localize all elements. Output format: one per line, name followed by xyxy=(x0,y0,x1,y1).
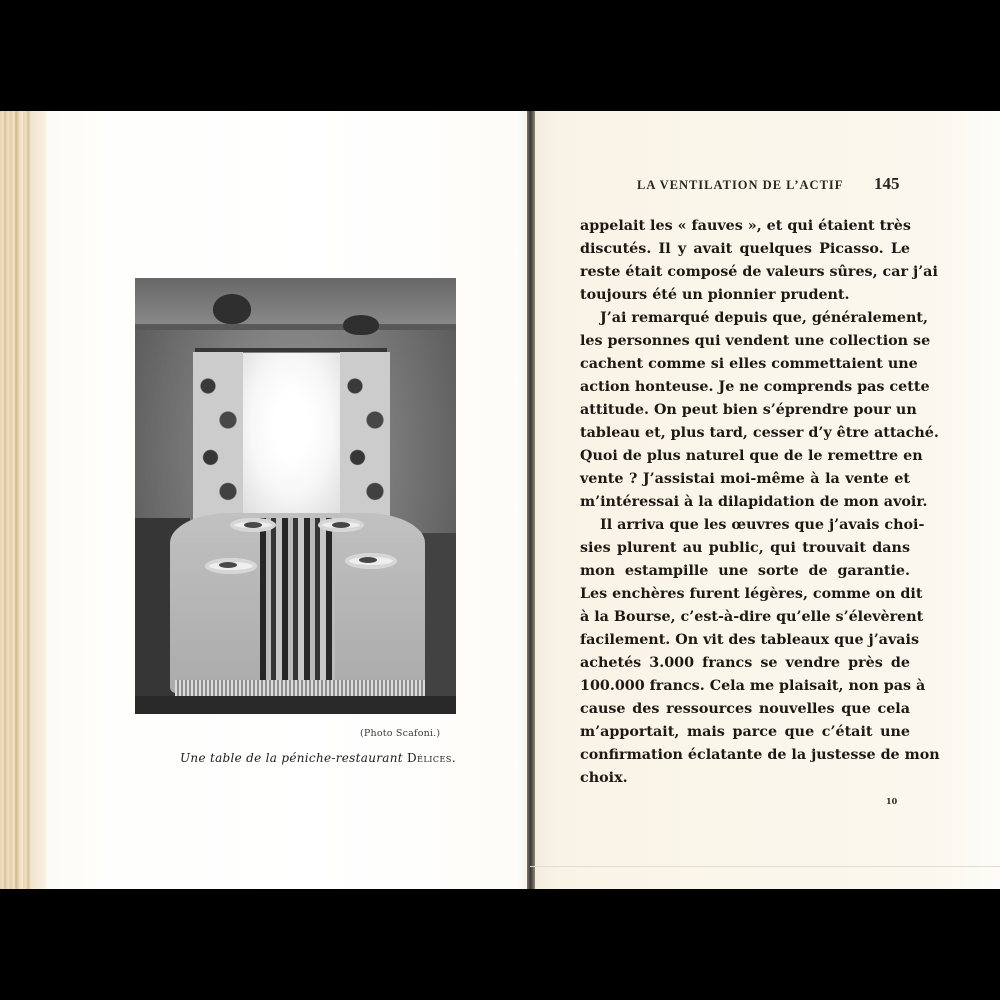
plate xyxy=(318,518,364,532)
text-line: J’ai remarqué depuis que, généralement, xyxy=(600,310,928,326)
caption-text: Une table de la péniche-restaurant xyxy=(180,751,403,765)
text-line: sies plurent au public, qui trouvait dans xyxy=(580,540,910,556)
text-line: Quoi de plus naturel que de le remettre en xyxy=(580,448,923,464)
curtain-left xyxy=(193,352,243,522)
text-line: attitude. On peut bien s’éprendre pour un xyxy=(580,402,917,418)
left-page xyxy=(0,111,530,889)
top-black-band xyxy=(0,0,1000,111)
text-line: cachent comme si elles commettaient une xyxy=(580,356,918,372)
text-line: Les enchères furent légères, comme on dit xyxy=(580,586,923,602)
book-spread xyxy=(0,111,1000,889)
tablecloth-fringe xyxy=(175,680,425,696)
text-line: cause des ressources nouvelles que cela xyxy=(580,701,910,717)
dining-table-photo xyxy=(135,278,456,714)
plate xyxy=(230,518,276,532)
text-line: appelait les « fauves », et qui étaient très xyxy=(580,218,911,234)
text-line: toujours été un pionnier prudent. xyxy=(580,287,850,303)
caption-restaurant-name: Délices xyxy=(407,751,452,765)
text-line: discutés. Il y avait quelques Picasso. Le xyxy=(580,241,910,257)
text-line: achetés 3.000 francs se vendre près de xyxy=(580,655,910,671)
text-line: confirmation éclatante de la justesse de mon xyxy=(580,747,940,763)
signature-mark: 10 xyxy=(886,796,898,806)
photo-ceiling xyxy=(135,278,456,326)
plate xyxy=(345,553,397,569)
photo-caption xyxy=(180,751,456,765)
text-line: choix. xyxy=(580,770,628,786)
plate xyxy=(205,558,257,574)
running-head: LA VENTILATION DE L’ACTIF xyxy=(637,178,844,192)
text-line: action honteuse. Je ne comprends pas cette xyxy=(580,379,930,395)
food xyxy=(332,522,350,528)
photo-window xyxy=(239,353,344,513)
ceiling-lamp-icon xyxy=(213,294,251,324)
photo-floor xyxy=(135,696,456,714)
text-line: m’apportait, mais parce que c’était une xyxy=(580,724,910,740)
food xyxy=(359,557,377,563)
caption-period: . xyxy=(451,751,456,765)
text-line: 100.000 francs. Cela me plaisait, non pas à xyxy=(580,678,926,694)
food xyxy=(244,522,262,528)
text-line: vente ? J’assistai moi-même à la vente et xyxy=(580,471,910,487)
book-spine-shadow xyxy=(527,111,535,889)
text-line: m’intéressai à la dilapidation de mon avoir. xyxy=(580,494,928,510)
text-line: les personnes qui vendent une collection se xyxy=(580,333,931,349)
text-line: à la Bourse, c’est-à-dire qu’elle s’élevèrent xyxy=(580,609,924,625)
page-number: 145 xyxy=(874,174,900,193)
body-text xyxy=(580,215,940,790)
deckled-page-edges xyxy=(0,111,46,889)
text-line: tableau et, plus tard, cesser d’y être attaché. xyxy=(580,425,939,441)
food xyxy=(219,562,237,568)
bottom-black-band xyxy=(0,889,1000,1000)
text-line: reste était composé de valeurs sûres, car j’ai xyxy=(580,264,938,280)
photo-molding xyxy=(135,324,456,330)
text-line: Il arriva que les œuvres que j’avais choi- xyxy=(600,517,925,533)
curtain-right xyxy=(340,352,390,522)
text-line: facilement. On vit des tableaux que j’avais xyxy=(580,632,919,648)
photo-credit: (Photo Scafoni.) xyxy=(360,728,441,739)
text-line: mon estampille une sorte de garantie. xyxy=(580,563,910,579)
striped-runner xyxy=(260,518,335,693)
ceiling-lamp-icon xyxy=(343,315,379,335)
page-bottom-edge xyxy=(530,866,1000,867)
